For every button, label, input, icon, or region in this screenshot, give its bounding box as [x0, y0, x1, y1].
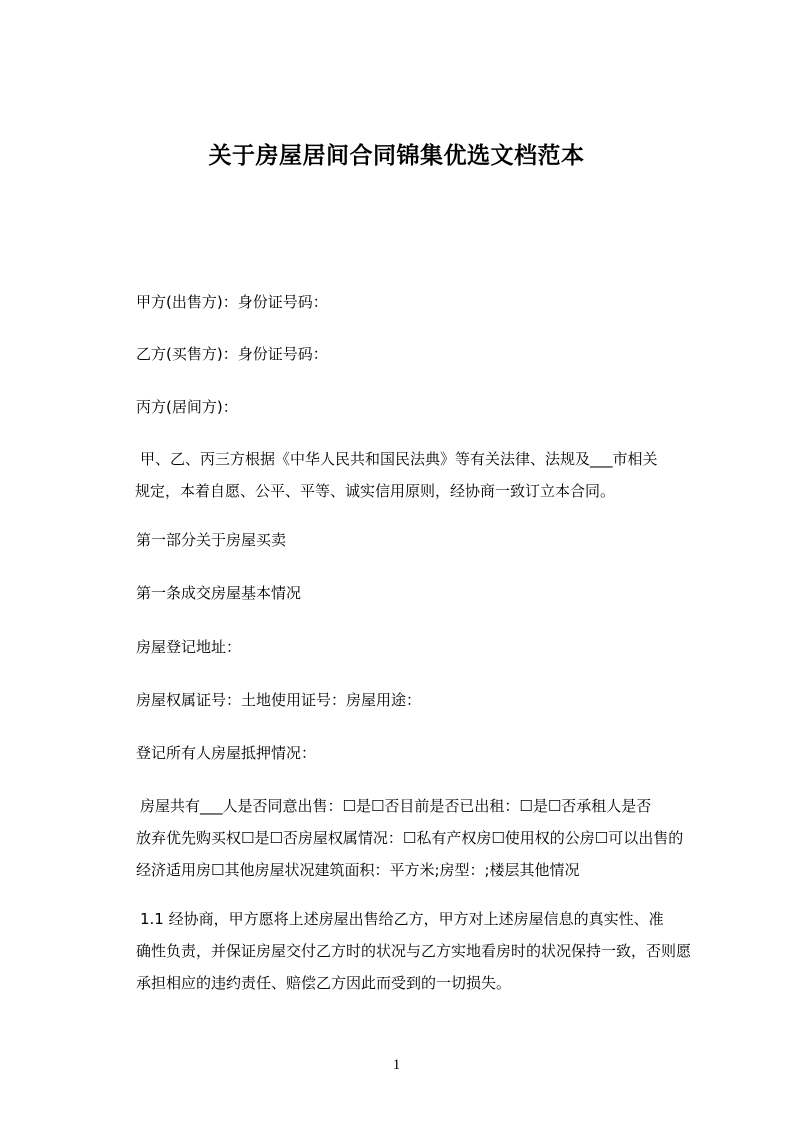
- house-info-line-3: 经济适用房☐其他房屋状况建筑面积：平方米;房型：;楼层其他情况: [136, 861, 580, 879]
- address-line: 房屋登记地址：: [136, 638, 242, 656]
- clause-line-2: 确性负责，并保证房屋交付乙方时的状况与乙方实地看房时的状况保持一致，否则愿: [136, 942, 692, 960]
- clause-1-1-paragraph: [136, 903, 701, 999]
- document-title: 关于房屋居间合同锦集优选文档范本: [208, 143, 585, 169]
- party-b-line: 乙方(买售方)：身份证号码：: [136, 345, 328, 363]
- house-info-line-1: 房屋共有___人是否同意出售：☐是☐否目前是否已出租：☐是☐否承租人是否: [140, 797, 652, 815]
- intro-line-2: 规定，本着自愿、公平、平等、诚实信用原则，经协商一致订立本合同。: [135, 482, 616, 500]
- party-a-line: 甲方(出售方)：身份证号码：: [136, 293, 328, 311]
- certificates-line: 房屋权属证号：土地使用证号：房屋用途：: [136, 691, 422, 709]
- part-one-heading: 第一部分关于房屋买卖: [136, 531, 287, 549]
- page-number: 1: [392, 1057, 401, 1073]
- party-c-line: 丙方(居间方)：: [136, 398, 238, 416]
- clause-line-3: 承担相应的违约责任、赔偿乙方因此而受到的一切损失。: [136, 974, 512, 992]
- house-info-paragraph: [136, 790, 701, 886]
- intro-line-1: 甲、乙、丙三方根据《中华人民共和国民法典》等有关法律、法规及___市相关: [140, 450, 658, 468]
- article-one-heading: 第一条成交房屋基本情况: [136, 584, 302, 602]
- house-info-line-2: 放弃优先购买权☐是☐否房屋权属情况：☐私有产权房☐使用权的公房☐可以出售的: [136, 829, 684, 847]
- mortgage-line: 登记所有人房屋抵押情况：: [136, 744, 317, 762]
- clause-line-1: 1.1 经协商，甲方愿将上述房屋出售给乙方，甲方对上述房屋信息的真实性、准: [140, 910, 664, 928]
- intro-paragraph: [136, 443, 701, 507]
